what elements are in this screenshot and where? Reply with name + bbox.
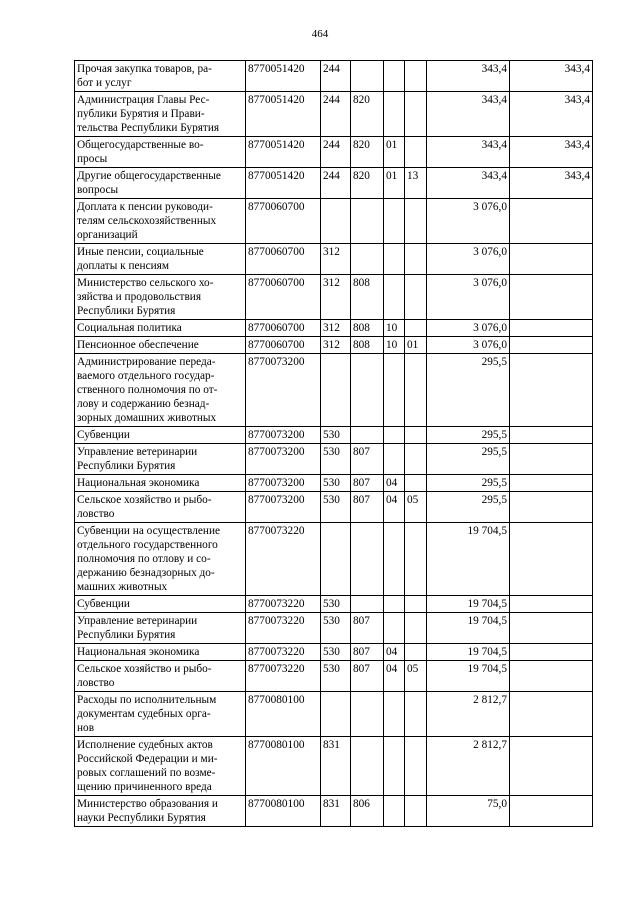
subsection-cell bbox=[405, 796, 427, 827]
administrator-code-cell bbox=[351, 427, 384, 444]
item-name-cell: Министерство образования и науки Республики Бурятия bbox=[75, 796, 246, 827]
amount-second-cell bbox=[510, 320, 593, 337]
amount-second-cell bbox=[510, 275, 593, 320]
table-body bbox=[75, 61, 593, 827]
amount-cell: 19 704,5 bbox=[427, 613, 510, 644]
amount-cell: 295,5 bbox=[427, 354, 510, 427]
subsection-cell bbox=[405, 596, 427, 613]
table-row bbox=[75, 692, 593, 737]
expense-type-cell bbox=[321, 199, 351, 244]
amount-second-cell bbox=[510, 244, 593, 275]
section-cell bbox=[384, 444, 405, 475]
target-article-cell: 8770060700 bbox=[246, 275, 321, 320]
subsection-cell bbox=[405, 523, 427, 596]
section-cell: 04 bbox=[384, 661, 405, 692]
section-cell bbox=[384, 244, 405, 275]
amount-second-cell bbox=[510, 427, 593, 444]
amount-second-cell bbox=[510, 613, 593, 644]
target-article-cell: 8770080100 bbox=[246, 692, 321, 737]
table-row bbox=[75, 244, 593, 275]
amount-second-cell: 343,4 bbox=[510, 61, 593, 92]
item-name-cell: Сельское хозяйство и рыбо- ловство bbox=[75, 661, 246, 692]
table-row bbox=[75, 199, 593, 244]
item-name-cell: Национальная экономика bbox=[75, 644, 246, 661]
expense-type-cell: 312 bbox=[321, 320, 351, 337]
page-number: 464 bbox=[311, 28, 329, 40]
target-article-cell: 8770080100 bbox=[246, 796, 321, 827]
item-name-cell: Исполнение судебных актов Российской Федерации и ми- ровых соглашений по возме- щению причиненного вреда bbox=[75, 737, 246, 796]
budget-table bbox=[74, 60, 593, 827]
table-row bbox=[75, 61, 593, 92]
expense-type-cell: 530 bbox=[321, 475, 351, 492]
amount-cell: 19 704,5 bbox=[427, 523, 510, 596]
amount-second-cell bbox=[510, 644, 593, 661]
table-row bbox=[75, 427, 593, 444]
administrator-code-cell: 807 bbox=[351, 475, 384, 492]
target-article-cell: 8770051420 bbox=[246, 137, 321, 168]
amount-cell: 3 076,0 bbox=[427, 244, 510, 275]
table-row bbox=[75, 596, 593, 613]
administrator-code-cell: 808 bbox=[351, 320, 384, 337]
amount-cell: 343,4 bbox=[427, 92, 510, 137]
subsection-cell: 01 bbox=[405, 337, 427, 354]
administrator-code-cell: 808 bbox=[351, 275, 384, 320]
section-cell bbox=[384, 92, 405, 137]
item-name-cell: Сельское хозяйство и рыбо- ловство bbox=[75, 492, 246, 523]
item-name-cell: Расходы по исполнительным документам судебных орга- нов bbox=[75, 692, 246, 737]
administrator-code-cell bbox=[351, 596, 384, 613]
section-cell: 10 bbox=[384, 320, 405, 337]
section-cell bbox=[384, 523, 405, 596]
target-article-cell: 8770060700 bbox=[246, 320, 321, 337]
amount-cell: 19 704,5 bbox=[427, 596, 510, 613]
table-row bbox=[75, 444, 593, 475]
subsection-cell bbox=[405, 444, 427, 475]
administrator-code-cell: 807 bbox=[351, 492, 384, 523]
table-row bbox=[75, 661, 593, 692]
amount-cell: 3 076,0 bbox=[427, 199, 510, 244]
subsection-cell bbox=[405, 737, 427, 796]
subsection-cell bbox=[405, 92, 427, 137]
target-article-cell: 8770051420 bbox=[246, 92, 321, 137]
amount-second-cell bbox=[510, 661, 593, 692]
section-cell bbox=[384, 796, 405, 827]
amount-cell: 3 076,0 bbox=[427, 337, 510, 354]
administrator-code-cell: 807 bbox=[351, 613, 384, 644]
amount-cell: 2 812,7 bbox=[427, 737, 510, 796]
subsection-cell bbox=[405, 275, 427, 320]
subsection-cell bbox=[405, 244, 427, 275]
section-cell bbox=[384, 354, 405, 427]
item-name-cell: Администрирование переда- ваемого отдельного государ- ственного полномочия по от- лову и содержанию безнад- зорных домашних животных bbox=[75, 354, 246, 427]
subsection-cell bbox=[405, 137, 427, 168]
item-name-cell: Социальная политика bbox=[75, 320, 246, 337]
amount-second-cell bbox=[510, 337, 593, 354]
amount-cell: 343,4 bbox=[427, 61, 510, 92]
administrator-code-cell bbox=[351, 692, 384, 737]
target-article-cell: 8770060700 bbox=[246, 244, 321, 275]
item-name-cell: Иные пенсии, социальные доплаты к пенсиям bbox=[75, 244, 246, 275]
expense-type-cell: 530 bbox=[321, 644, 351, 661]
item-name-cell: Субвенции bbox=[75, 596, 246, 613]
subsection-cell bbox=[405, 354, 427, 427]
target-article-cell: 8770073220 bbox=[246, 644, 321, 661]
amount-second-cell bbox=[510, 354, 593, 427]
section-cell bbox=[384, 427, 405, 444]
section-cell: 04 bbox=[384, 492, 405, 523]
table-row bbox=[75, 320, 593, 337]
expense-type-cell bbox=[321, 523, 351, 596]
expense-type-cell: 244 bbox=[321, 92, 351, 137]
section-cell bbox=[384, 61, 405, 92]
item-name-cell: Министерство сельского хо- зяйства и продовольствия Республики Бурятия bbox=[75, 275, 246, 320]
target-article-cell: 8770073200 bbox=[246, 354, 321, 427]
table-row bbox=[75, 475, 593, 492]
amount-second-cell: 343,4 bbox=[510, 137, 593, 168]
table-row bbox=[75, 737, 593, 796]
section-cell bbox=[384, 613, 405, 644]
item-name-cell: Общегосударственные во- просы bbox=[75, 137, 246, 168]
item-name-cell: Управление ветеринарии Республики Бурятия bbox=[75, 444, 246, 475]
expense-type-cell: 244 bbox=[321, 61, 351, 92]
expense-type-cell: 244 bbox=[321, 137, 351, 168]
administrator-code-cell bbox=[351, 61, 384, 92]
amount-second-cell bbox=[510, 737, 593, 796]
section-cell: 04 bbox=[384, 475, 405, 492]
administrator-code-cell: 806 bbox=[351, 796, 384, 827]
section-cell bbox=[384, 199, 405, 244]
item-name-cell: Субвенции bbox=[75, 427, 246, 444]
administrator-code-cell: 808 bbox=[351, 337, 384, 354]
administrator-code-cell: 820 bbox=[351, 168, 384, 199]
table-row bbox=[75, 137, 593, 168]
expense-type-cell: 831 bbox=[321, 737, 351, 796]
target-article-cell: 8770051420 bbox=[246, 61, 321, 92]
amount-cell: 3 076,0 bbox=[427, 320, 510, 337]
section-cell: 01 bbox=[384, 137, 405, 168]
expense-type-cell: 312 bbox=[321, 275, 351, 320]
target-article-cell: 8770051420 bbox=[246, 168, 321, 199]
subsection-cell bbox=[405, 427, 427, 444]
table-row bbox=[75, 337, 593, 354]
administrator-code-cell: 820 bbox=[351, 137, 384, 168]
target-article-cell: 8770080100 bbox=[246, 737, 321, 796]
expense-type-cell: 312 bbox=[321, 337, 351, 354]
item-name-cell: Другие общегосударственные вопросы bbox=[75, 168, 246, 199]
administrator-code-cell bbox=[351, 737, 384, 796]
item-name-cell: Пенсионное обеспечение bbox=[75, 337, 246, 354]
target-article-cell: 8770073220 bbox=[246, 661, 321, 692]
amount-cell: 19 704,5 bbox=[427, 644, 510, 661]
expense-type-cell: 530 bbox=[321, 427, 351, 444]
item-name-cell: Доплата к пенсии руководи- телям сельскохозяйственных организаций bbox=[75, 199, 246, 244]
target-article-cell: 8770073200 bbox=[246, 475, 321, 492]
target-article-cell: 8770060700 bbox=[246, 337, 321, 354]
amount-second-cell bbox=[510, 492, 593, 523]
amount-cell: 75,0 bbox=[427, 796, 510, 827]
target-article-cell: 8770073200 bbox=[246, 427, 321, 444]
administrator-code-cell bbox=[351, 244, 384, 275]
amount-second-cell bbox=[510, 199, 593, 244]
target-article-cell: 8770073220 bbox=[246, 613, 321, 644]
amount-cell: 295,5 bbox=[427, 475, 510, 492]
expense-type-cell bbox=[321, 354, 351, 427]
amount-cell: 295,5 bbox=[427, 444, 510, 475]
section-cell: 04 bbox=[384, 644, 405, 661]
table-row bbox=[75, 92, 593, 137]
subsection-cell: 05 bbox=[405, 661, 427, 692]
amount-second-cell: 343,4 bbox=[510, 92, 593, 137]
amount-cell: 343,4 bbox=[427, 168, 510, 199]
amount-cell: 295,5 bbox=[427, 427, 510, 444]
administrator-code-cell: 820 bbox=[351, 92, 384, 137]
target-article-cell: 8770060700 bbox=[246, 199, 321, 244]
amount-second-cell bbox=[510, 596, 593, 613]
amount-second-cell bbox=[510, 444, 593, 475]
table-row bbox=[75, 796, 593, 827]
expense-type-cell: 530 bbox=[321, 613, 351, 644]
amount-cell: 295,5 bbox=[427, 492, 510, 523]
subsection-cell bbox=[405, 692, 427, 737]
subsection-cell bbox=[405, 644, 427, 661]
section-cell bbox=[384, 596, 405, 613]
table-row bbox=[75, 613, 593, 644]
table-row bbox=[75, 354, 593, 427]
target-article-cell: 8770073200 bbox=[246, 492, 321, 523]
section-cell bbox=[384, 275, 405, 320]
administrator-code-cell: 807 bbox=[351, 661, 384, 692]
expense-type-cell: 530 bbox=[321, 596, 351, 613]
amount-second-cell bbox=[510, 796, 593, 827]
table-row bbox=[75, 644, 593, 661]
expense-type-cell: 530 bbox=[321, 444, 351, 475]
item-name-cell: Прочая закупка товаров, ра- бот и услуг bbox=[75, 61, 246, 92]
subsection-cell bbox=[405, 61, 427, 92]
expense-type-cell: 244 bbox=[321, 168, 351, 199]
table-row bbox=[75, 492, 593, 523]
administrator-code-cell bbox=[351, 523, 384, 596]
administrator-code-cell: 807 bbox=[351, 644, 384, 661]
administrator-code-cell bbox=[351, 354, 384, 427]
subsection-cell bbox=[405, 475, 427, 492]
subsection-cell: 13 bbox=[405, 168, 427, 199]
amount-second-cell bbox=[510, 475, 593, 492]
amount-second-cell bbox=[510, 692, 593, 737]
amount-cell: 343,4 bbox=[427, 137, 510, 168]
subsection-cell bbox=[405, 199, 427, 244]
subsection-cell: 05 bbox=[405, 492, 427, 523]
administrator-code-cell: 807 bbox=[351, 444, 384, 475]
administrator-code-cell bbox=[351, 199, 384, 244]
section-cell bbox=[384, 692, 405, 737]
amount-second-cell bbox=[510, 523, 593, 596]
target-article-cell: 8770073200 bbox=[246, 444, 321, 475]
item-name-cell: Администрация Главы Рес- публики Бурятия и Прави- тельства Республики Бурятия bbox=[75, 92, 246, 137]
target-article-cell: 8770073220 bbox=[246, 596, 321, 613]
expense-type-cell bbox=[321, 692, 351, 737]
target-article-cell: 8770073220 bbox=[246, 523, 321, 596]
item-name-cell: Управление ветеринарии Республики Бурятия bbox=[75, 613, 246, 644]
amount-cell: 3 076,0 bbox=[427, 275, 510, 320]
section-cell: 01 bbox=[384, 168, 405, 199]
expense-type-cell: 530 bbox=[321, 492, 351, 523]
item-name-cell: Национальная экономика bbox=[75, 475, 246, 492]
amount-cell: 19 704,5 bbox=[427, 661, 510, 692]
table-row bbox=[75, 523, 593, 596]
item-name-cell: Субвенции на осуществление отдельного государственного полномочия по отлову и со- держанию безнадзорных до- машних животных bbox=[75, 523, 246, 596]
subsection-cell bbox=[405, 613, 427, 644]
subsection-cell bbox=[405, 320, 427, 337]
amount-second-cell: 343,4 bbox=[510, 168, 593, 199]
table-row bbox=[75, 168, 593, 199]
amount-cell: 2 812,7 bbox=[427, 692, 510, 737]
section-cell: 10 bbox=[384, 337, 405, 354]
table-row bbox=[75, 275, 593, 320]
section-cell bbox=[384, 737, 405, 796]
expense-type-cell: 831 bbox=[321, 796, 351, 827]
expense-type-cell: 312 bbox=[321, 244, 351, 275]
expense-type-cell: 530 bbox=[321, 661, 351, 692]
